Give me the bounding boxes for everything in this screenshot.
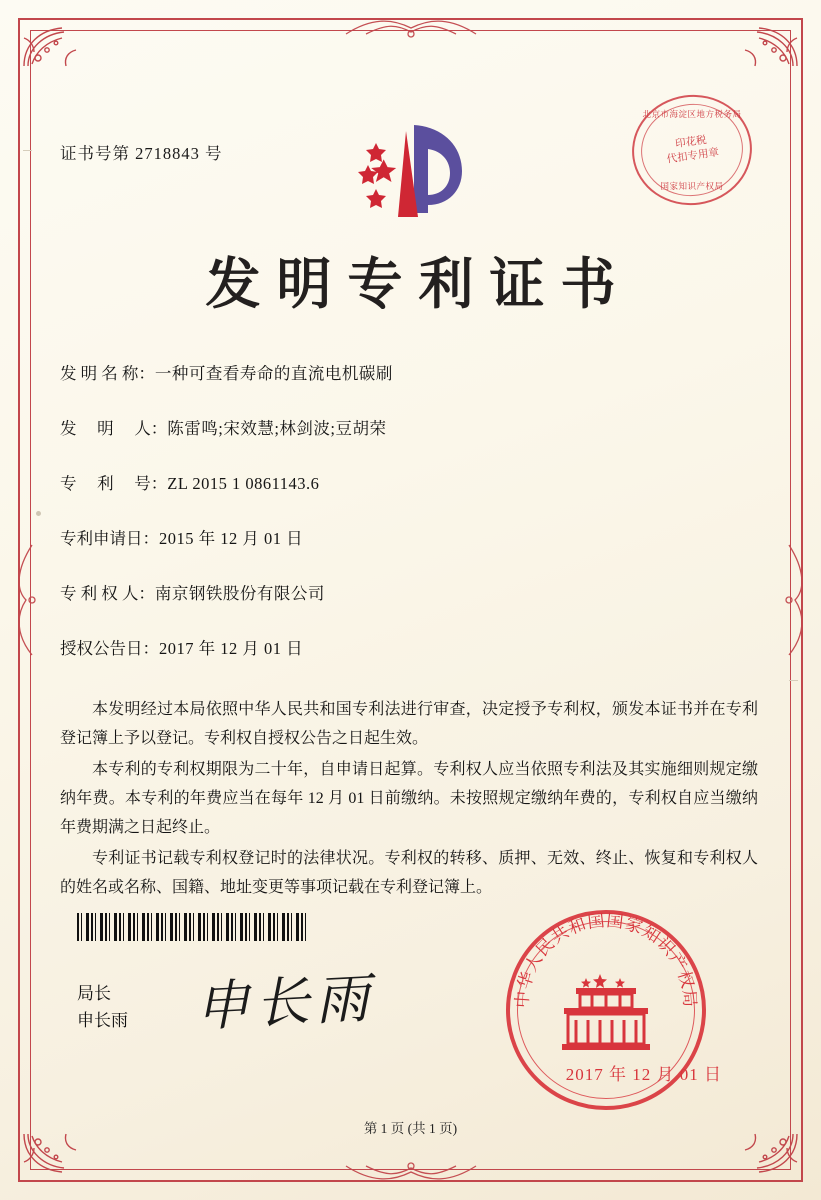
field-label: 专利申请日：: [60, 529, 159, 548]
signature-role-label: 局长: [77, 984, 111, 1003]
field-patent-number: [60, 470, 766, 494]
tax-stamp-line2: 代扣专用章: [666, 147, 720, 166]
seal-arc-text: 中华人民共和国国家知识产权局: [512, 911, 700, 1009]
handwritten-signature: 申长雨: [193, 966, 377, 1039]
barcode: [77, 913, 309, 941]
field-value: 南京钢铁股份有限公司: [154, 584, 325, 603]
legal-text: [60, 695, 758, 904]
legal-paragraph: 本专利的专利权期限为二十年，自申请日起算。专利权人应当依照专利法及其实施细则规定缴纳年费。本专利的年费应当在每年 12 月 01 日前缴纳。未按照规定缴纳年费的，专利权自应当缴纳年费期满之日起终止。: [60, 761, 758, 836]
edge-ornament-icon: [783, 535, 809, 665]
field-value: ZL 2015 1 0861143.6: [167, 474, 320, 493]
field-value: 一种可查看寿命的直流电机碳刷: [154, 364, 393, 383]
field-label: 发 明 人：: [60, 419, 168, 438]
field-label: 专 利 号：: [60, 474, 168, 493]
margin-mark: [789, 680, 798, 681]
signature-block: [77, 980, 128, 1034]
edge-ornament-icon: [336, 14, 486, 40]
field-value: 陈雷鸣;宋效慧;林剑波;豆胡荣: [167, 419, 387, 438]
signature-name: 申长雨: [77, 1011, 128, 1030]
field-value: 2017 年 12 月 01 日: [159, 639, 304, 658]
field-label: 授权公告日：: [60, 639, 159, 658]
legal-paragraph: 专利证书记载专利权登记时的法律状况。专利权的转移、质押、无效、终止、恢复和专利权人的姓名或名称、国籍、地址变更等事项记载在专利登记簿上。: [60, 850, 758, 896]
page-title: 发明专利证书: [205, 251, 632, 316]
field-label: 专 利 权 人：: [60, 584, 155, 603]
field-patentee: [60, 580, 766, 604]
tax-stamp-arc-top: 北京市海淀区地方税务局: [642, 109, 742, 119]
field-inventors: [60, 415, 766, 439]
field-list: [60, 360, 766, 690]
field-value: 2015 年 12 月 01 日: [159, 529, 304, 548]
field-application-date: [60, 525, 766, 549]
margin-mark: [36, 511, 41, 516]
seal-date: 2017 年 12 月 01 日: [565, 1065, 722, 1084]
tax-stamp: [632, 95, 752, 205]
edge-ornament-icon: [12, 535, 38, 665]
field-grant-date: [60, 635, 766, 659]
field-label: 发 明 名 称：: [60, 364, 155, 383]
certificate-number: 证书号第 2718843 号: [60, 144, 223, 163]
page-footer: 第 1 页 (共 1 页): [363, 1121, 458, 1136]
certificate-content: [55, 55, 766, 1145]
patent-office-logo-icon: [346, 113, 476, 223]
edge-ornament-icon: [336, 1160, 486, 1186]
field-invention-name: [60, 360, 766, 384]
tax-stamp-line1: 印花税: [674, 134, 708, 151]
tax-stamp-arc-bottom: 国家知识产权局: [660, 181, 724, 191]
margin-mark: [23, 150, 32, 151]
legal-paragraph: 本发明经过本局依照中华人民共和国专利法进行审查，决定授予专利权，颁发本证书并在专利登记簿上予以登记。专利权自授权公告之日起生效。: [60, 701, 758, 747]
